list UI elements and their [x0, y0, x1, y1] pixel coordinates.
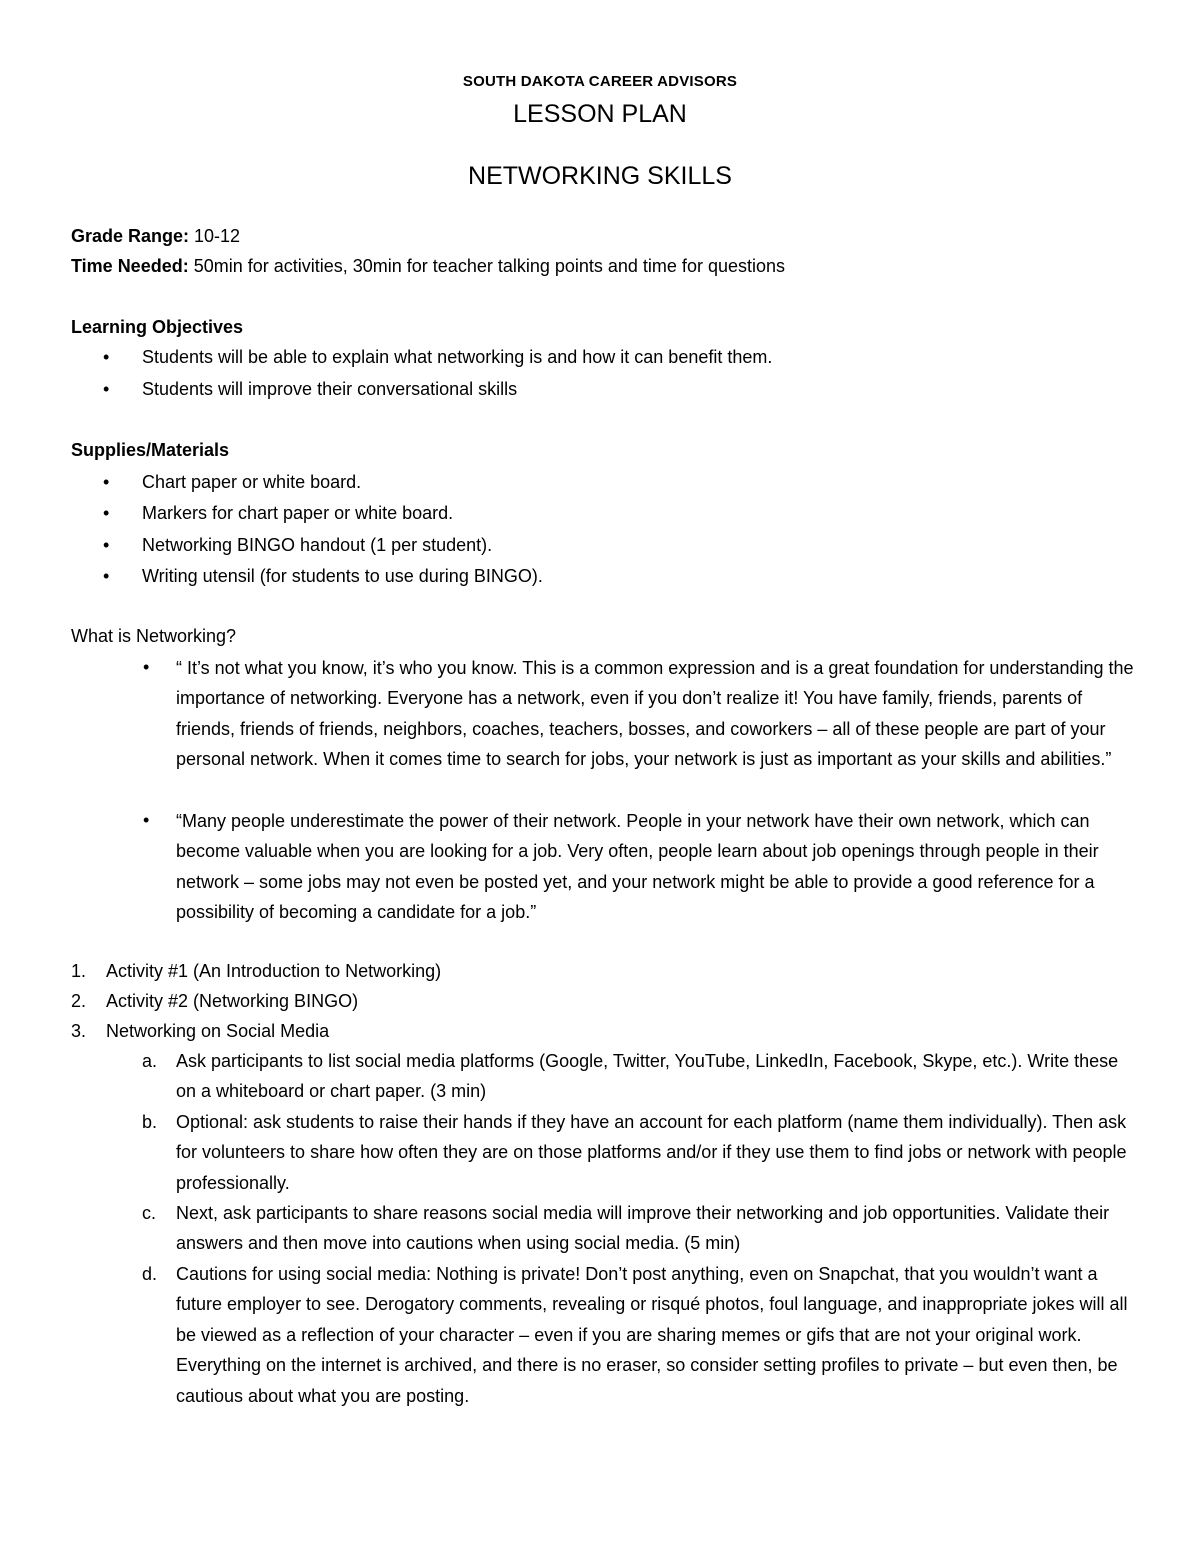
- list-letter: a.: [142, 1051, 158, 1071]
- supply-text: Chart paper or white board.: [142, 472, 362, 492]
- bullet-icon: •: [143, 810, 150, 830]
- supply-text: Networking BINGO handout (1 per student).: [142, 535, 493, 555]
- bullet-icon: •: [103, 535, 110, 555]
- list-number: 1.: [71, 961, 87, 981]
- list-number: 2.: [71, 991, 87, 1011]
- supplies-heading: Supplies/Materials: [71, 440, 230, 460]
- objectives-heading: Learning Objectives: [71, 317, 244, 337]
- activity-text: Activity #1 (An Introduction to Networking): [106, 961, 442, 981]
- bullet-icon: •: [103, 472, 110, 492]
- list-number: 3.: [71, 1021, 87, 1041]
- sub-item-text: Ask participants to list social media platforms (Google, Twitter, YouTube, LinkedIn, Facebook, Skype, etc.). Write these on a whiteboard or chart paper. (3 min): [176, 1051, 1119, 1102]
- supply-text: Writing utensil (for students to use during BINGO).: [142, 566, 543, 586]
- quote-text: “Many people underestimate the power of their network. People in your network have their own network, which can become valuable when you are looking for a job. Very often, people learn about job openings through people in their network – some jobs may not even be posted yet, and your network might be able to provide a good reference for a possibility of becoming a candidate for a job.”: [176, 811, 1099, 923]
- bullet-icon: •: [103, 347, 110, 367]
- grade-range-value: 10-12: [189, 226, 241, 246]
- list-letter: b.: [142, 1112, 158, 1132]
- grade-range-line: [71, 226, 240, 247]
- time-needed-line: [71, 256, 785, 277]
- time-needed-value: 50min for activities, 30min for teacher talking points and time for questions: [188, 256, 785, 276]
- time-needed-label: Time Needed:: [71, 256, 189, 276]
- activity-text: Activity #2 (Networking BINGO): [106, 991, 359, 1011]
- bullet-icon: •: [103, 503, 110, 523]
- activity-text: Networking on Social Media: [106, 1021, 330, 1041]
- list-item: [0, 566, 1200, 596]
- list-item: [0, 347, 1200, 377]
- list-item: [0, 535, 1200, 565]
- list-letter: c.: [142, 1203, 157, 1223]
- supply-text: Markers for chart paper or white board.: [142, 503, 454, 523]
- document-title: LESSON PLAN: [513, 100, 687, 128]
- list-item: [0, 503, 1200, 533]
- objective-text: Students will be able to explain what networking is and how it can benefit them.: [142, 347, 773, 367]
- grade-range-label: Grade Range:: [71, 226, 190, 246]
- bullet-icon: •: [103, 566, 110, 586]
- lesson-title: NETWORKING SKILLS: [468, 162, 732, 190]
- sub-item-text: Next, ask participants to share reasons social media will improve their networking and job opportunities. Validate their answers and then move into cautions when using social media. (5 min): [176, 1203, 1110, 1254]
- list-item: [0, 472, 1200, 502]
- bullet-icon: •: [143, 657, 150, 677]
- what-is-networking-heading: What is Networking?: [71, 626, 237, 646]
- sub-item-text: Optional: ask students to raise their hands if they have an account for each platform (name them individually). Then ask for volunteers to share how often they are on those platforms and/or if they use them to find jobs or network with people professionally.: [176, 1112, 1127, 1193]
- quote-text: “ It’s not what you know, it’s who you know. This is a common expression and is a great foundation for understanding the importance of networking. Everyone has a network, even if you don’t realize it! You have family, friends, parents of friends, friends of friends, neighbors, coaches, teachers, bosses, and coworkers – all of these people are part of your personal network. When it comes time to search for jobs, your network is just as important as your skills and abilities.”: [176, 658, 1134, 770]
- bullet-icon: •: [103, 379, 110, 399]
- org-name: SOUTH DAKOTA CAREER ADVISORS: [462, 73, 738, 90]
- sub-item-text: Cautions for using social media: Nothing is private! Don’t post anything, even on Snapchat, that you wouldn’t want a future employer to see. Derogatory comments, revealing or risqué photos, foul language, and inappropriate jokes will all be viewed as a reflection of your character – even if you are sharing memes or gifs that are not your original work. Everything on the internet is archived, and there is no eraser, so consider setting profiles to private – but even then, be cautious about what you are posting.: [176, 1264, 1128, 1406]
- list-item: [0, 379, 1200, 409]
- list-letter: d.: [142, 1264, 158, 1284]
- objective-text: Students will improve their conversational skills: [142, 379, 518, 399]
